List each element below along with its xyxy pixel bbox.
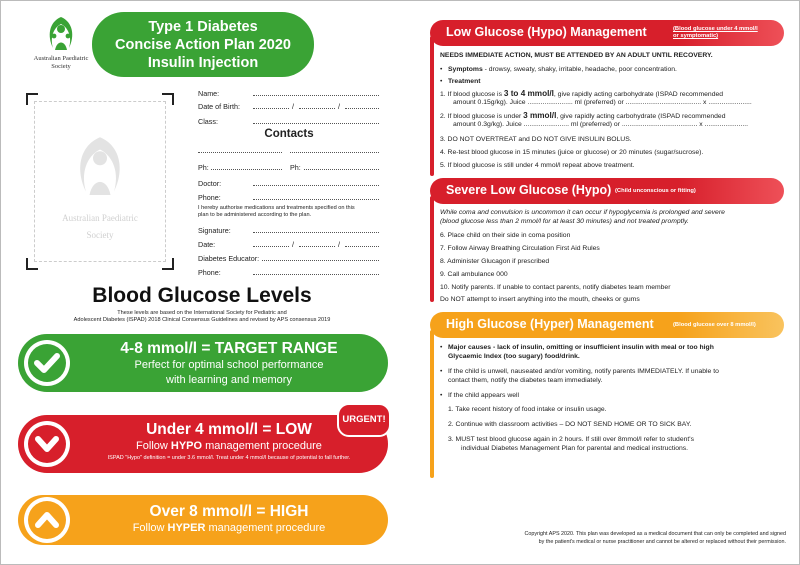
severe-subtitle: (Child unconscious or fitting) [615,188,696,194]
copyright-footer [430,531,786,546]
contact-phone-row [198,163,380,173]
high-circle [24,497,70,543]
doctor-phone-field[interactable] [253,193,379,200]
class-label: Class: [198,117,218,126]
dob-label: Date of Birth: [198,102,240,111]
levels-sub-line2: Adolescent Diabetes (ISPAD) 2018 Clinical Consensus Guidelines and revised by APS consensus 2019 [73,317,331,323]
doctor-row [198,179,380,189]
target-line1: Perfect for optimal school performance [134,359,324,371]
contact2-name-field[interactable] [290,146,379,153]
hyper-word: HYPER [167,522,206,534]
hypo-title: Low Glucose (Hypo) Management [446,25,647,39]
hyper-step3: 3. MUST test blood glucose again in 2 hours. If still over 8mmol/l refer to student's [448,436,694,443]
phone2-row [198,268,380,278]
hypo-treatment: • Treatment [448,78,480,87]
hyper-header [430,312,784,338]
dob-row [198,102,380,112]
contacts-heading: Contacts [264,128,314,140]
severe-step9: 9. Call ambulance 000 [440,271,508,278]
authorise-statement [198,205,380,219]
title-line1: Type 1 Diabetes [148,19,258,35]
severe-title: Severe Low Glucose (Hypo) [446,183,612,197]
authorise-line2: plan to be administered according to the plan. [198,212,312,218]
hypo-step2: 2. If blood glucose is under 3 mmol/l, give rapidly acting carbohydrate (ISPAD recommended [440,111,726,120]
severe-warning: Do NOT attempt to insert anything into the mouth, cheeks or gums [440,296,640,303]
hypo-header [430,20,784,46]
educator-field[interactable] [262,254,379,261]
dob-day-field[interactable] [253,102,289,109]
name-field[interactable] [253,89,379,96]
doctor-field[interactable] [253,179,379,186]
target-heading: 4-8 mmol/l = TARGET RANGE [120,340,338,357]
severe-step6: 6. Place child on their side in coma position [440,232,571,239]
severe-step7: 7. Follow Airway Breathing Circulation First Aid Rules [440,245,600,252]
chevron-up-icon [28,501,66,539]
hypo-step1-line2: amount 0.15g/kg). Juice ........................ ml (preferred) or ........................................ x ....................... [453,99,752,106]
name-label: Name: [198,89,220,98]
class-row [198,117,380,127]
name-row [198,89,380,99]
logo-text-line1: Australian Paediatric [33,55,89,62]
date-year-field[interactable] [345,240,379,247]
check-circle [24,340,70,386]
title-banner [92,12,314,77]
hyper-title: High Glucose (Hyper) Management [446,317,654,331]
severe-step10: 10. Notify parents. If unable to contact parents, notify diabetes team member [440,284,671,291]
class-field[interactable] [253,117,379,124]
low-line: Follow HYPO management procedure [136,440,322,452]
target-range-banner [18,334,388,392]
hypo-step4: 4. Re-test blood glucose in 15 minutes (juice or glucose) or 20 minutes (sugar/sucrose). [440,149,704,156]
ph2-label: Ph: [290,163,301,172]
check-icon [28,344,66,382]
hyper-subtitle: (Blood glucose over 8 mmol/l) [673,322,756,328]
hypo-panel [430,20,784,180]
hypo-step3: 3. DO NOT OVERTREAT and DO NOT GIVE INSULIN BOLUS. [440,136,632,143]
date-label: Date: [198,240,216,249]
levels-sub-line1: These levels are based on the International Society for Pediatric and [117,310,287,316]
hyper-causes-line2: Glycaemic Index (too sugary) food/drink. [448,353,580,360]
hyper-appears-well: • If the child appears well [448,392,519,401]
hypo-intro: NEEDS IMMEDIATE ACTION, MUST BE ATTENDED BY AN ADULT UNTIL RECOVERY. [440,52,713,59]
contact2-phone-field[interactable] [304,163,379,170]
dob-slash: / [292,102,294,111]
hypo-step5: 5. If blood glucose is still under 4 mmol/l repeat above treatment. [440,162,635,169]
hyper-step3-line2: individual Diabetes Management Plan for parental and medical instructions. [461,445,689,452]
footer-line2: by the patient's medical or nurse practitioner and cannot be altered or replaced without their permission. [538,538,786,545]
title-line3: Insulin Injection [147,55,259,71]
hypo-word: HYPO [170,440,203,452]
hypo-symptoms: • Symptoms - drowsy, sweaty, shaky, irritable, headache, poor concentration. [448,66,677,75]
contact-name-row [198,146,380,156]
footer-line1: Copyright APS 2020. This plan was developed as a medical document that can only be completed and signed [524,531,786,537]
logo-text-line2: Society [51,63,71,70]
low-note: ISPAD "Hypo" definition = under 3.6 mmol/l. Treat under 4 mmol/l because of potential to fall further. [107,455,351,461]
date-row [198,240,380,250]
hyper-step1: 1. Take recent history of food intake or insulin usage. [448,406,607,413]
hypo-subtitle: (Blood glucose under 4 mmol/l or symptomatic) [673,26,758,39]
date-day-field[interactable] [253,240,289,247]
high-heading: Over 8 mmol/l = HIGH [149,503,309,520]
target-line2: with learning and memory [166,374,292,386]
date-month-field[interactable] [299,240,335,247]
signature-row [198,226,380,236]
contact1-phone-field[interactable] [211,163,282,170]
phone-row [198,193,380,203]
hyper-causes: • Major causes - lack of insulin, omitting or insufficient insulin with meal or too high [448,344,714,353]
title-line2: Concise Action Plan 2020 [115,37,291,53]
signature-label: Signature: [198,226,231,235]
severe-panel: Severe Low Glucose (Hypo) (Child unconscious or fitting) While coma and convulsion is uncommon it can occur if hypoglycemia is prolonged and severe (blood glucose less than 2 mmol/l for at least 30 minutes) and not treated promptly. 6. Place child on their side in coma position 7. Follow Airway Breathing Circulation First Aid Rules 8. Administer Glucagon if prescribed 9. Call ambulance 000 10. Notify parents. If unable to contact parents, notify diabetes team member Do NOT attempt to insert anything into the mouth, cheeks or gums [430,178,784,304]
high-banner [18,495,388,545]
educator-phone-field[interactable] [253,268,379,275]
hypo-step2-line2: amount 0.3g/kg). Juice ........................ ml (preferred) or ........................................ x ....................... [453,121,748,128]
dob-month-field[interactable] [299,102,335,109]
date-slash: / [338,240,340,249]
signature-field[interactable] [253,226,379,233]
hyper-unwell-line2: contact them, notify the diabetes team immediately. [448,377,603,384]
contact1-name-field[interactable] [198,146,282,153]
watermark-logo-icon [65,132,135,202]
phone2-label: Phone: [198,268,221,277]
hypo-step1: 1. If blood glucose is 3 to 4 mmol/l, give rapidly acting carbohydrate (ISPAD recommended [440,89,724,98]
aps-logo-icon [41,14,81,54]
educator-row [198,254,380,264]
levels-title: Blood Glucose Levels [92,284,312,307]
urgent-badge: URGENT! [337,403,391,437]
educator-label: Diabetes Educator: [198,254,260,263]
levels-subtitle [40,310,364,324]
severe-step8: 8. Administer Glucagon if prescribed [440,258,550,265]
photo-area [34,101,166,262]
authorise-line1: I hereby authorise medications and treatments specified on this [198,205,355,211]
low-circle [24,421,70,467]
ph1-label: Ph: [198,163,209,172]
severe-header [430,178,784,204]
high-line: Follow HYPER management procedure [132,522,326,534]
hyper-panel [430,312,784,482]
watermark-line1: Australian Paediatric [62,213,138,223]
chevron-down-icon [28,425,66,463]
photo-placeholder[interactable] [26,93,174,270]
low-banner [18,415,388,473]
aps-logo [26,14,96,70]
hyper-step2: 2. Continue with classroom activities – DO NOT SEND HOME OR TO SICK BAY. [448,421,692,428]
hyper-unwell: • If the child is unwell, nauseated and/or vomiting, notify parents IMMEDIATELY. If unable to [448,368,719,377]
date-slash: / [292,240,294,249]
dob-slash: / [338,102,340,111]
watermark-line2: Society [86,230,114,240]
low-heading: Under 4 mmol/l = LOW [146,421,312,438]
dob-year-field[interactable] [345,102,379,109]
phone-label: Phone: [198,193,221,202]
doctor-label: Doctor: [198,179,222,188]
